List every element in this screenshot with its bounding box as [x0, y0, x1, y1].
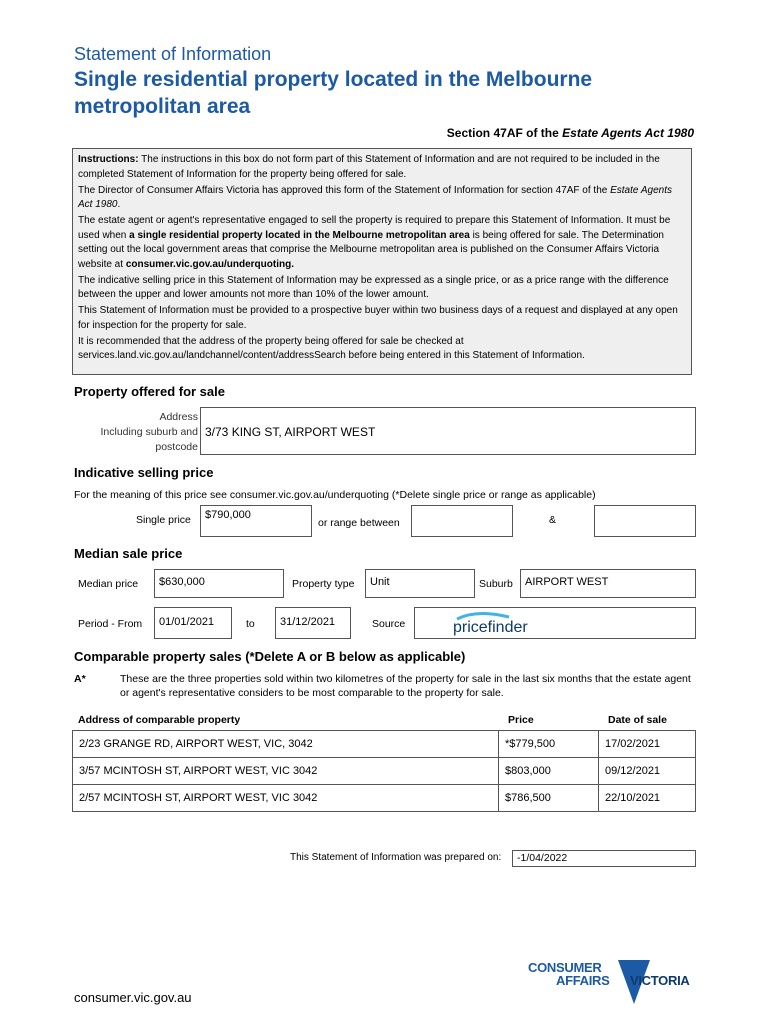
option-a-marker: A*	[74, 673, 86, 685]
table-row	[73, 758, 696, 785]
single-price-field[interactable]: $790,000	[200, 505, 312, 537]
suburb-label: Suburb	[479, 578, 513, 590]
single-price-label: Single price	[136, 514, 191, 526]
range-high-field[interactable]	[594, 505, 696, 537]
underquoting-link[interactable]: consumer.vic.gov.au/underquoting.	[125, 258, 294, 270]
table-row	[73, 731, 696, 758]
instructions-label: Instructions:	[78, 154, 139, 165]
suburb-field[interactable]: AIRPORT WEST	[520, 569, 696, 598]
property-type-label: Property type	[292, 578, 355, 590]
row-address[interactable]: 2/23 GRANGE RD, AIRPORT WEST, VIC, 3042	[73, 731, 499, 758]
col-date-header: Date of sale	[608, 714, 667, 726]
consumer-affairs-victoria-logo: CONSUMER AFFAIRS VICTORIA	[526, 960, 706, 1010]
row-price[interactable]: $803,000	[499, 758, 599, 785]
period-to-label: to	[246, 618, 255, 630]
property-address-field[interactable]: 3/73 KING ST, AIRPORT WEST	[200, 407, 696, 455]
period-to-field[interactable]: 31/12/2021	[275, 607, 351, 639]
range-label: or range between	[318, 517, 400, 529]
col-address-header: Address of comparable property	[78, 714, 241, 726]
row-address[interactable]: 2/57 MCINTOSH ST, AIRPORT WEST, VIC 3042	[73, 785, 499, 812]
row-date[interactable]: 17/02/2021	[599, 731, 696, 758]
prepared-on-field[interactable]: -1/04/2022	[512, 850, 696, 867]
property-heading: Property offered for sale	[74, 384, 225, 399]
row-address[interactable]: 3/57 MCINTOSH ST, AIRPORT WEST, VIC 3042	[73, 758, 499, 785]
document-type: Statement of Information	[74, 44, 272, 64]
indicative-heading: Indicative selling price	[74, 465, 214, 480]
pricefinder-logo: pricefinder	[453, 619, 528, 636]
page-title: Single residential property located in the Melbourne metropolitan area	[74, 68, 593, 118]
range-ampersand: &	[549, 514, 557, 526]
row-price[interactable]: $786,500	[499, 785, 599, 812]
row-price[interactable]: *$779,500	[499, 731, 599, 758]
property-type-field[interactable]: Unit	[365, 569, 475, 598]
period-from-label: Period - From	[78, 618, 143, 630]
source-label: Source	[372, 618, 406, 630]
comparable-description: These are the three properties sold within two kilometres of the property for sale in the last six months that the estate agent or agent's representative considers to be most comparable to the property for sale.	[120, 673, 691, 699]
col-price-header: Price	[508, 714, 534, 726]
prepared-on-label: This Statement of Information was prepared on:	[290, 852, 502, 863]
median-price-label: Median price	[78, 578, 139, 590]
indicative-note: For the meaning of this price see consumer.vic.gov.au/underquoting (*Delete single price or range as applicable)	[74, 489, 596, 501]
row-date[interactable]: 09/12/2021	[599, 758, 696, 785]
source-field[interactable]	[414, 607, 696, 639]
comparable-heading: Comparable property sales (*Delete A or B below as applicable)	[74, 649, 466, 664]
address-label: Address Including suburb and postcode	[100, 411, 198, 453]
comparable-table	[72, 730, 696, 812]
instructions-box: Instructions: The instructions in this box do not form part of this Statement of Information and are not required to be included in the completed Statement of Information for the property being offered for sale. The Director of Consumer Affairs Victoria has approved this form of the Statement of Information for section 47AF of the Estate Agents Act 1980. The estate agent or agent's representative engaged to sell the property is required to prepare this Statement of Information. It must be used when a single residential property located in the Melbourne metropolitan area is being offered for sale. The Determination setting out the local government areas that comprise the Melbourne metropolitan area is published on the Consumer Affairs Victoria website at consumer.vic.gov.au/underquoting. The indicative selling price in this Statement of Information may be expressed as a single price, or as a price range with the difference between the upper and lower amounts not more than 10% of the lower amount. This Statement of Information must be provided to a prospective buyer within two business days of a request and displayed at any open for inspection for the property for sale. It is recommended that the address of the property being offered for sale be checked at services.land.vic.gov.au/landchannel/content/addressSearch before being entered in this Statement of Information.	[72, 148, 692, 375]
range-low-field[interactable]	[411, 505, 513, 537]
median-heading: Median sale price	[74, 546, 183, 561]
median-price-field[interactable]: $630,000	[154, 569, 284, 598]
footer-url[interactable]: consumer.vic.gov.au	[74, 990, 192, 1005]
section-reference: Section 47AF of the Estate Agents Act 1980	[446, 126, 694, 140]
row-date[interactable]: 22/10/2021	[599, 785, 696, 812]
period-from-field[interactable]: 01/01/2021	[154, 607, 232, 639]
table-row	[73, 785, 696, 812]
